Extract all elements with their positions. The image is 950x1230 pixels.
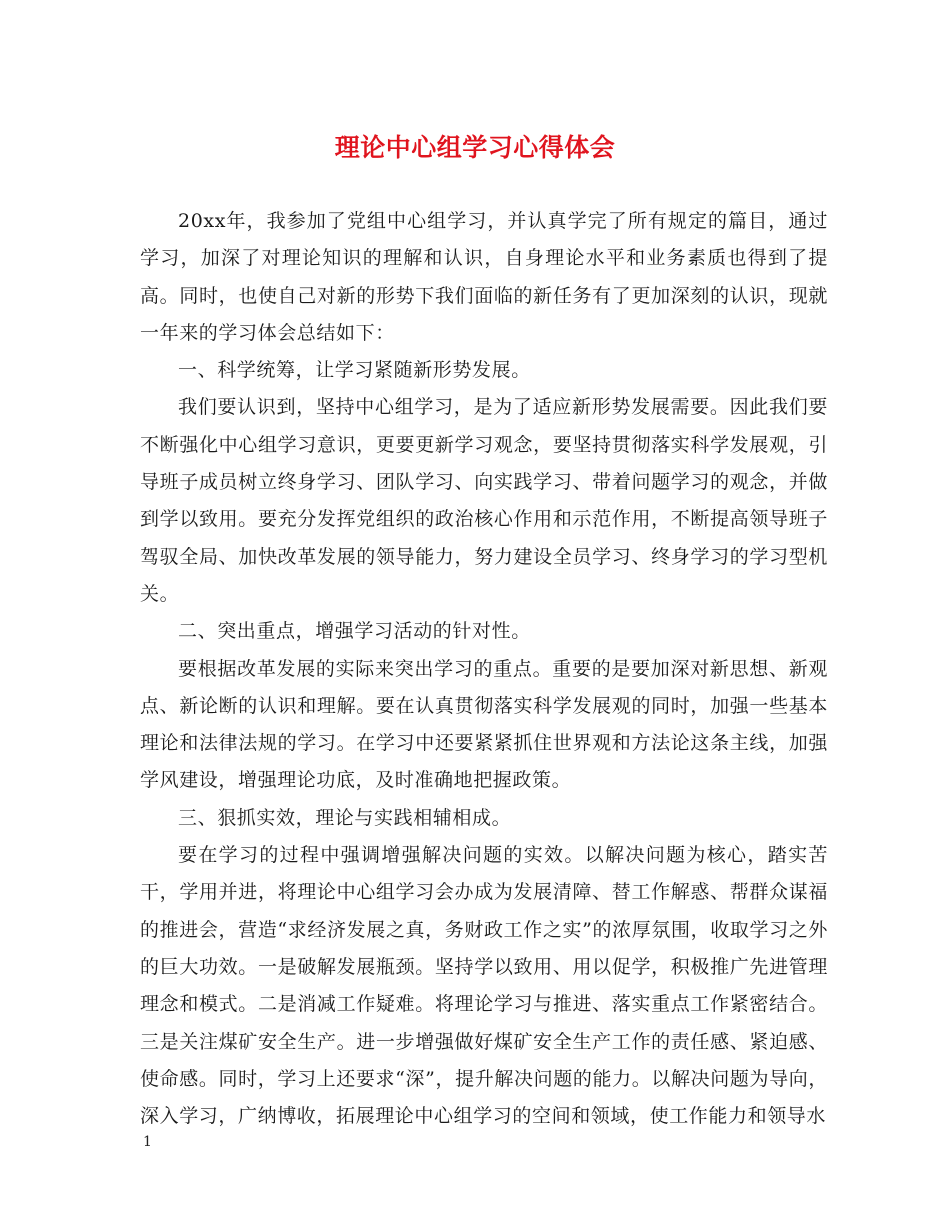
document-body	[140, 203, 828, 1135]
section-3-paragraph: 要在学习的过程中强调增强解决问题的实效。以解决问题为核心，踏实苦干，学用并进，将理论中心组学习会办成为发展清障、替工作解惑、帮群众谋福的推进会，营造“求经济发展之真，务财政工作之实”的浓厚氛围，收取学习之外的巨大功效。一是破解发展瓶颈。坚持学以致用、用以促学，积极推广先进管理理念和模式。二是消减工作疑难。将理论学习与推进、落实重点工作紧密结合。三是关注煤矿安全生产。进一步增强做好煤矿安全生产工作的责任感、紧迫感、使命感。同时，学习上还要求“深”，提升解决问题的能力。以解决问题为导向，深入学习，广纳博收，拓展理论中心组学习的空间和领域，使工作能力和领导水	[140, 844, 828, 1128]
section-1-paragraph: 我们要认识到，坚持中心组学习，是为了适应新形势发展需要。因此我们要不断强化中心组学习意识，更要更新学习观念，要坚持贯彻落实科学发展观，引导班子成员树立终身学习、团队学习、向实践学习、带着问题学习的观念，并做到学以致用。要充分发挥党组织的政治核心作用和示范作用，不断提高领导班子驾驭全局、加快改革发展的领导能力，努力建设全员学习、终身学习的学习型机关。	[140, 396, 828, 605]
section-2-paragraph: 要根据改革发展的实际来突出学习的重点。重要的是要加深对新思想、新观点、新论断的认识和理解。要在认真贯彻落实科学发展观的同时，加强一些基本理论和法律法规的学习。在学习中还要紧紧抓住世界观和方法论这条主线，加强学风建设，增强理论功底，及时准确地把握政策。	[140, 657, 828, 792]
document-title: 理论中心组学习心得体会	[334, 133, 616, 162]
section-heading-3: 三、狠抓实效，理论与实践相辅相成。	[178, 806, 512, 829]
page-number: 1	[143, 1134, 152, 1150]
section-heading-1: 一、科学统筹，让学习紧随新形势发展。	[178, 359, 531, 382]
intro-paragraph: 20xx年，我参加了党组中心组学习，并认真学完了所有规定的篇目，通过学习，加深了对理论知识的理解和认识，自身理论水平和业务素质也得到了提高。同时，也使自己对新的形势下我们面临的新任务有了更加深刻的认识，现就一年来的学习体会总结如下：	[140, 210, 828, 344]
section-heading-2: 二、突出重点，增强学习活动的针对性。	[178, 620, 531, 643]
